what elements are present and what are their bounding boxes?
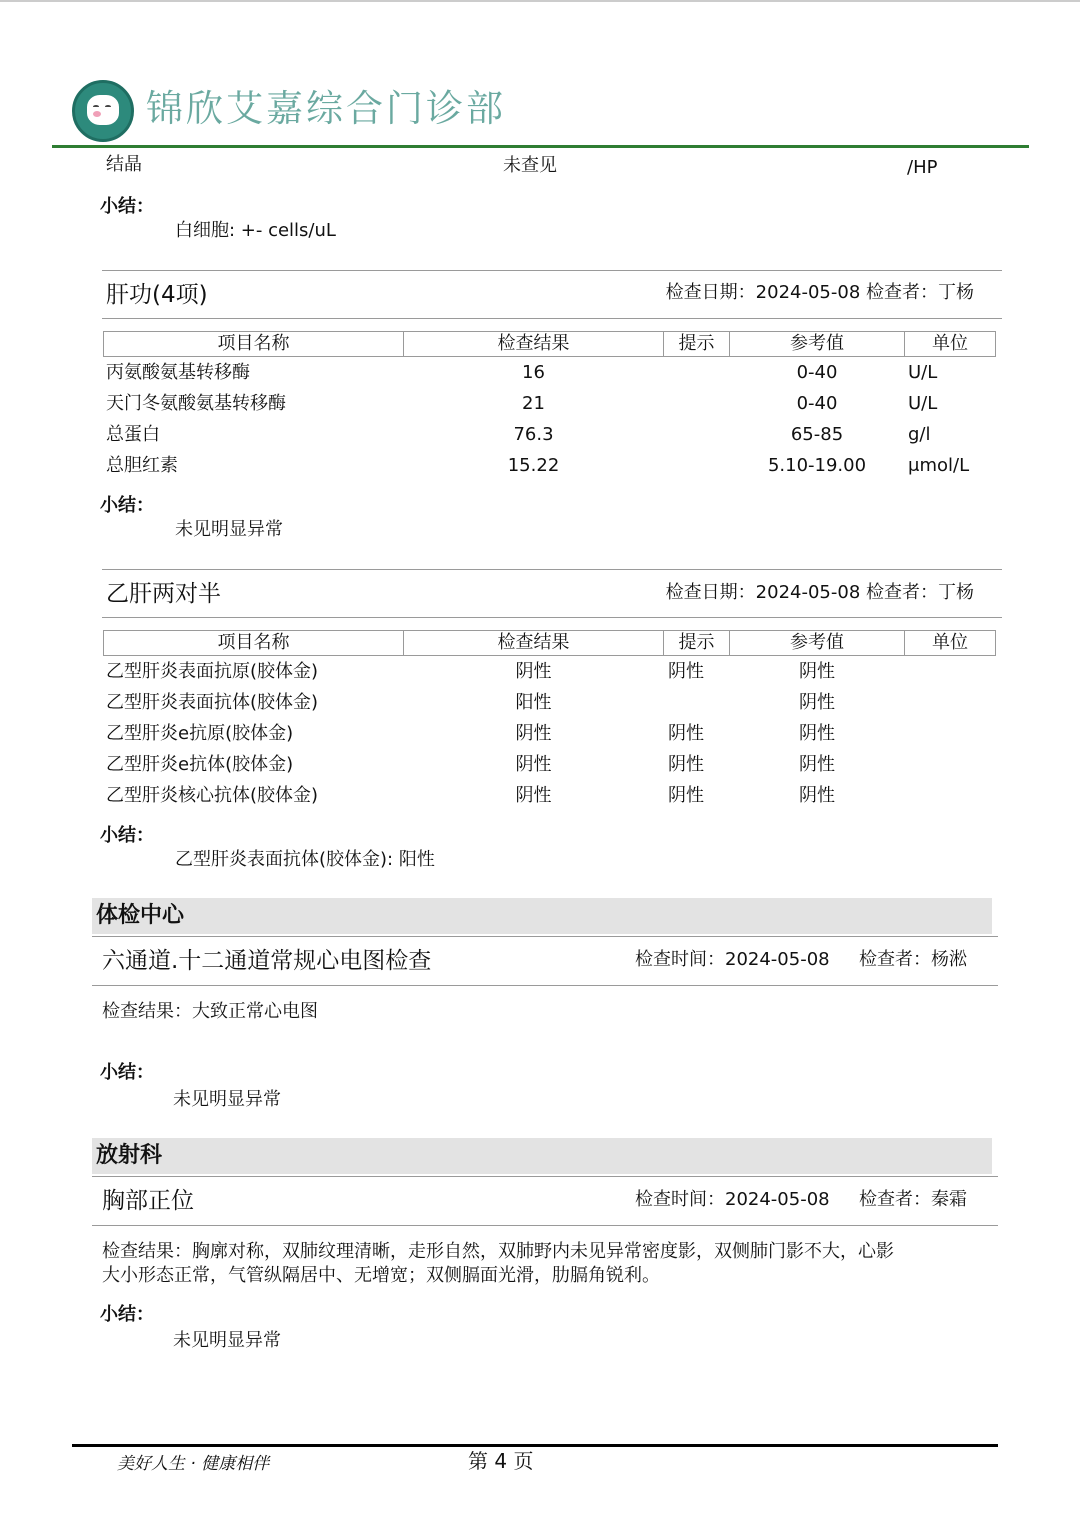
summary-text: 乙型肝炎表面抗体(胶体金): 阳性 xyxy=(175,849,435,870)
section-title: 胸部正位 xyxy=(102,1188,194,1214)
section-title: 六通道.十二通道常规心电图检查 xyxy=(102,948,432,974)
exam-result-line1: 检查结果：胸廓对称，双肺纹理清晰，走形自然，双肺野内未见异常密度影，双侧肺门影不大，心影 xyxy=(102,1241,894,1262)
cell-result: 阴性 xyxy=(515,754,552,775)
cell-name: 丙氨酸氨基转移酶 xyxy=(106,362,250,383)
divider xyxy=(92,1176,998,1177)
cell-ref: 阴性 xyxy=(799,661,835,682)
cell-unit: g/l xyxy=(908,424,931,445)
divider xyxy=(92,1225,998,1226)
col-header-ref: 参考值 xyxy=(729,331,905,357)
cell-result: 阴性 xyxy=(515,723,552,744)
cell-result: 阴性 xyxy=(515,661,552,682)
clinic-logo xyxy=(72,80,134,142)
header-divider xyxy=(52,145,1029,148)
exam-time: 检查时间：2024-05-08 xyxy=(635,949,830,970)
exam-result-line2: 大小形态正常，气管纵隔居中、无增宽；双侧膈面光滑，肋膈角锐利。 xyxy=(102,1265,660,1286)
footer-divider xyxy=(72,1444,998,1447)
summary-label: 小结： xyxy=(100,1062,154,1083)
cell-ref: 0-40 xyxy=(796,362,838,383)
divider xyxy=(92,936,998,937)
col-header-ref: 参考值 xyxy=(729,630,905,656)
summary-text: 未见明显异常 xyxy=(175,519,283,540)
summary-label: 小结： xyxy=(100,495,154,516)
cell-result: 21 xyxy=(522,393,545,414)
summary-label: 小结： xyxy=(100,1304,154,1325)
summary-text: 白细胞: +- cells/uL xyxy=(175,220,336,241)
item-unit: /HP xyxy=(907,157,938,178)
examiner: 检查者：秦霜 xyxy=(859,1189,967,1210)
page-number: 第 4 页 xyxy=(468,1449,534,1473)
cell-ref: 5.10-19.00 xyxy=(767,455,867,476)
cell-name: 乙型肝炎表面抗体(胶体金) xyxy=(106,692,319,713)
cell-result: 76.3 xyxy=(513,424,554,445)
cell-name: 乙型肝炎e抗体(胶体金) xyxy=(106,754,294,775)
cell-name: 乙型肝炎表面抗原(胶体金) xyxy=(106,661,319,682)
exam-result: 检查结果：大致正常心电图 xyxy=(102,1001,318,1022)
cell-name: 总蛋白 xyxy=(106,424,160,445)
col-header-hint: 提示 xyxy=(663,630,730,656)
section-title: 乙肝两对半 xyxy=(106,581,221,607)
section-meta: 检查日期：2024-05-08 检查者：丁杨 xyxy=(665,582,974,603)
cell-ref: 阴性 xyxy=(799,785,835,806)
footer-slogan: 美好人生 · 健康相伴 xyxy=(117,1454,270,1474)
cell-result: 15.22 xyxy=(507,455,560,476)
cell-unit: U/L xyxy=(908,362,938,383)
summary-text: 未见明显异常 xyxy=(173,1330,281,1351)
col-header-unit: 单位 xyxy=(904,331,996,357)
summary-label: 小结： xyxy=(100,196,154,217)
col-header-name: 项目名称 xyxy=(103,630,404,656)
divider xyxy=(92,985,998,986)
clinic-name: 锦欣艾嘉综合门诊部 xyxy=(146,87,506,130)
col-header-hint: 提示 xyxy=(663,331,730,357)
exam-time: 检查时间：2024-05-08 xyxy=(635,1189,830,1210)
cell-unit: μmol/L xyxy=(908,455,970,476)
cell-ref: 65-85 xyxy=(790,424,844,445)
cell-name: 乙型肝炎核心抗体(胶体金) xyxy=(106,785,319,806)
cell-hint: 阴性 xyxy=(668,785,704,806)
col-header-unit: 单位 xyxy=(904,630,996,656)
col-header-result: 检查结果 xyxy=(403,630,664,656)
item-name: 结晶 xyxy=(106,154,142,175)
cell-hint: 阴性 xyxy=(668,723,704,744)
examiner: 检查者：杨淞 xyxy=(859,949,967,970)
divider xyxy=(102,270,1002,271)
divider xyxy=(102,617,1002,618)
item-result: 未查见 xyxy=(503,155,557,176)
divider xyxy=(102,569,1002,570)
divider xyxy=(102,318,1002,319)
cell-hint: 阴性 xyxy=(668,754,704,775)
cell-name: 总胆红素 xyxy=(106,455,178,476)
cell-result: 16 xyxy=(522,362,545,383)
department-header: 体检中心 xyxy=(92,898,992,934)
cell-unit: U/L xyxy=(908,393,938,414)
cell-name: 天门冬氨酸氨基转移酶 xyxy=(106,393,286,414)
top-border xyxy=(0,0,1080,2)
col-header-name: 项目名称 xyxy=(103,331,404,357)
cell-result: 阳性 xyxy=(515,692,552,713)
section-title: 肝功(4项) xyxy=(106,282,208,308)
cell-hint: 阴性 xyxy=(668,661,704,682)
summary-label: 小结： xyxy=(100,825,154,846)
department-header: 放射科 xyxy=(92,1138,992,1174)
cell-ref: 阴性 xyxy=(799,754,835,775)
section-meta: 检查日期：2024-05-08 检查者：丁杨 xyxy=(665,282,974,303)
cell-ref: 阴性 xyxy=(799,692,835,713)
cell-ref: 0-40 xyxy=(796,393,838,414)
summary-text: 未见明显异常 xyxy=(173,1089,281,1110)
cell-ref: 阴性 xyxy=(799,723,835,744)
col-header-result: 检查结果 xyxy=(403,331,664,357)
cell-result: 阴性 xyxy=(515,785,552,806)
cell-name: 乙型肝炎e抗原(胶体金) xyxy=(106,723,294,744)
